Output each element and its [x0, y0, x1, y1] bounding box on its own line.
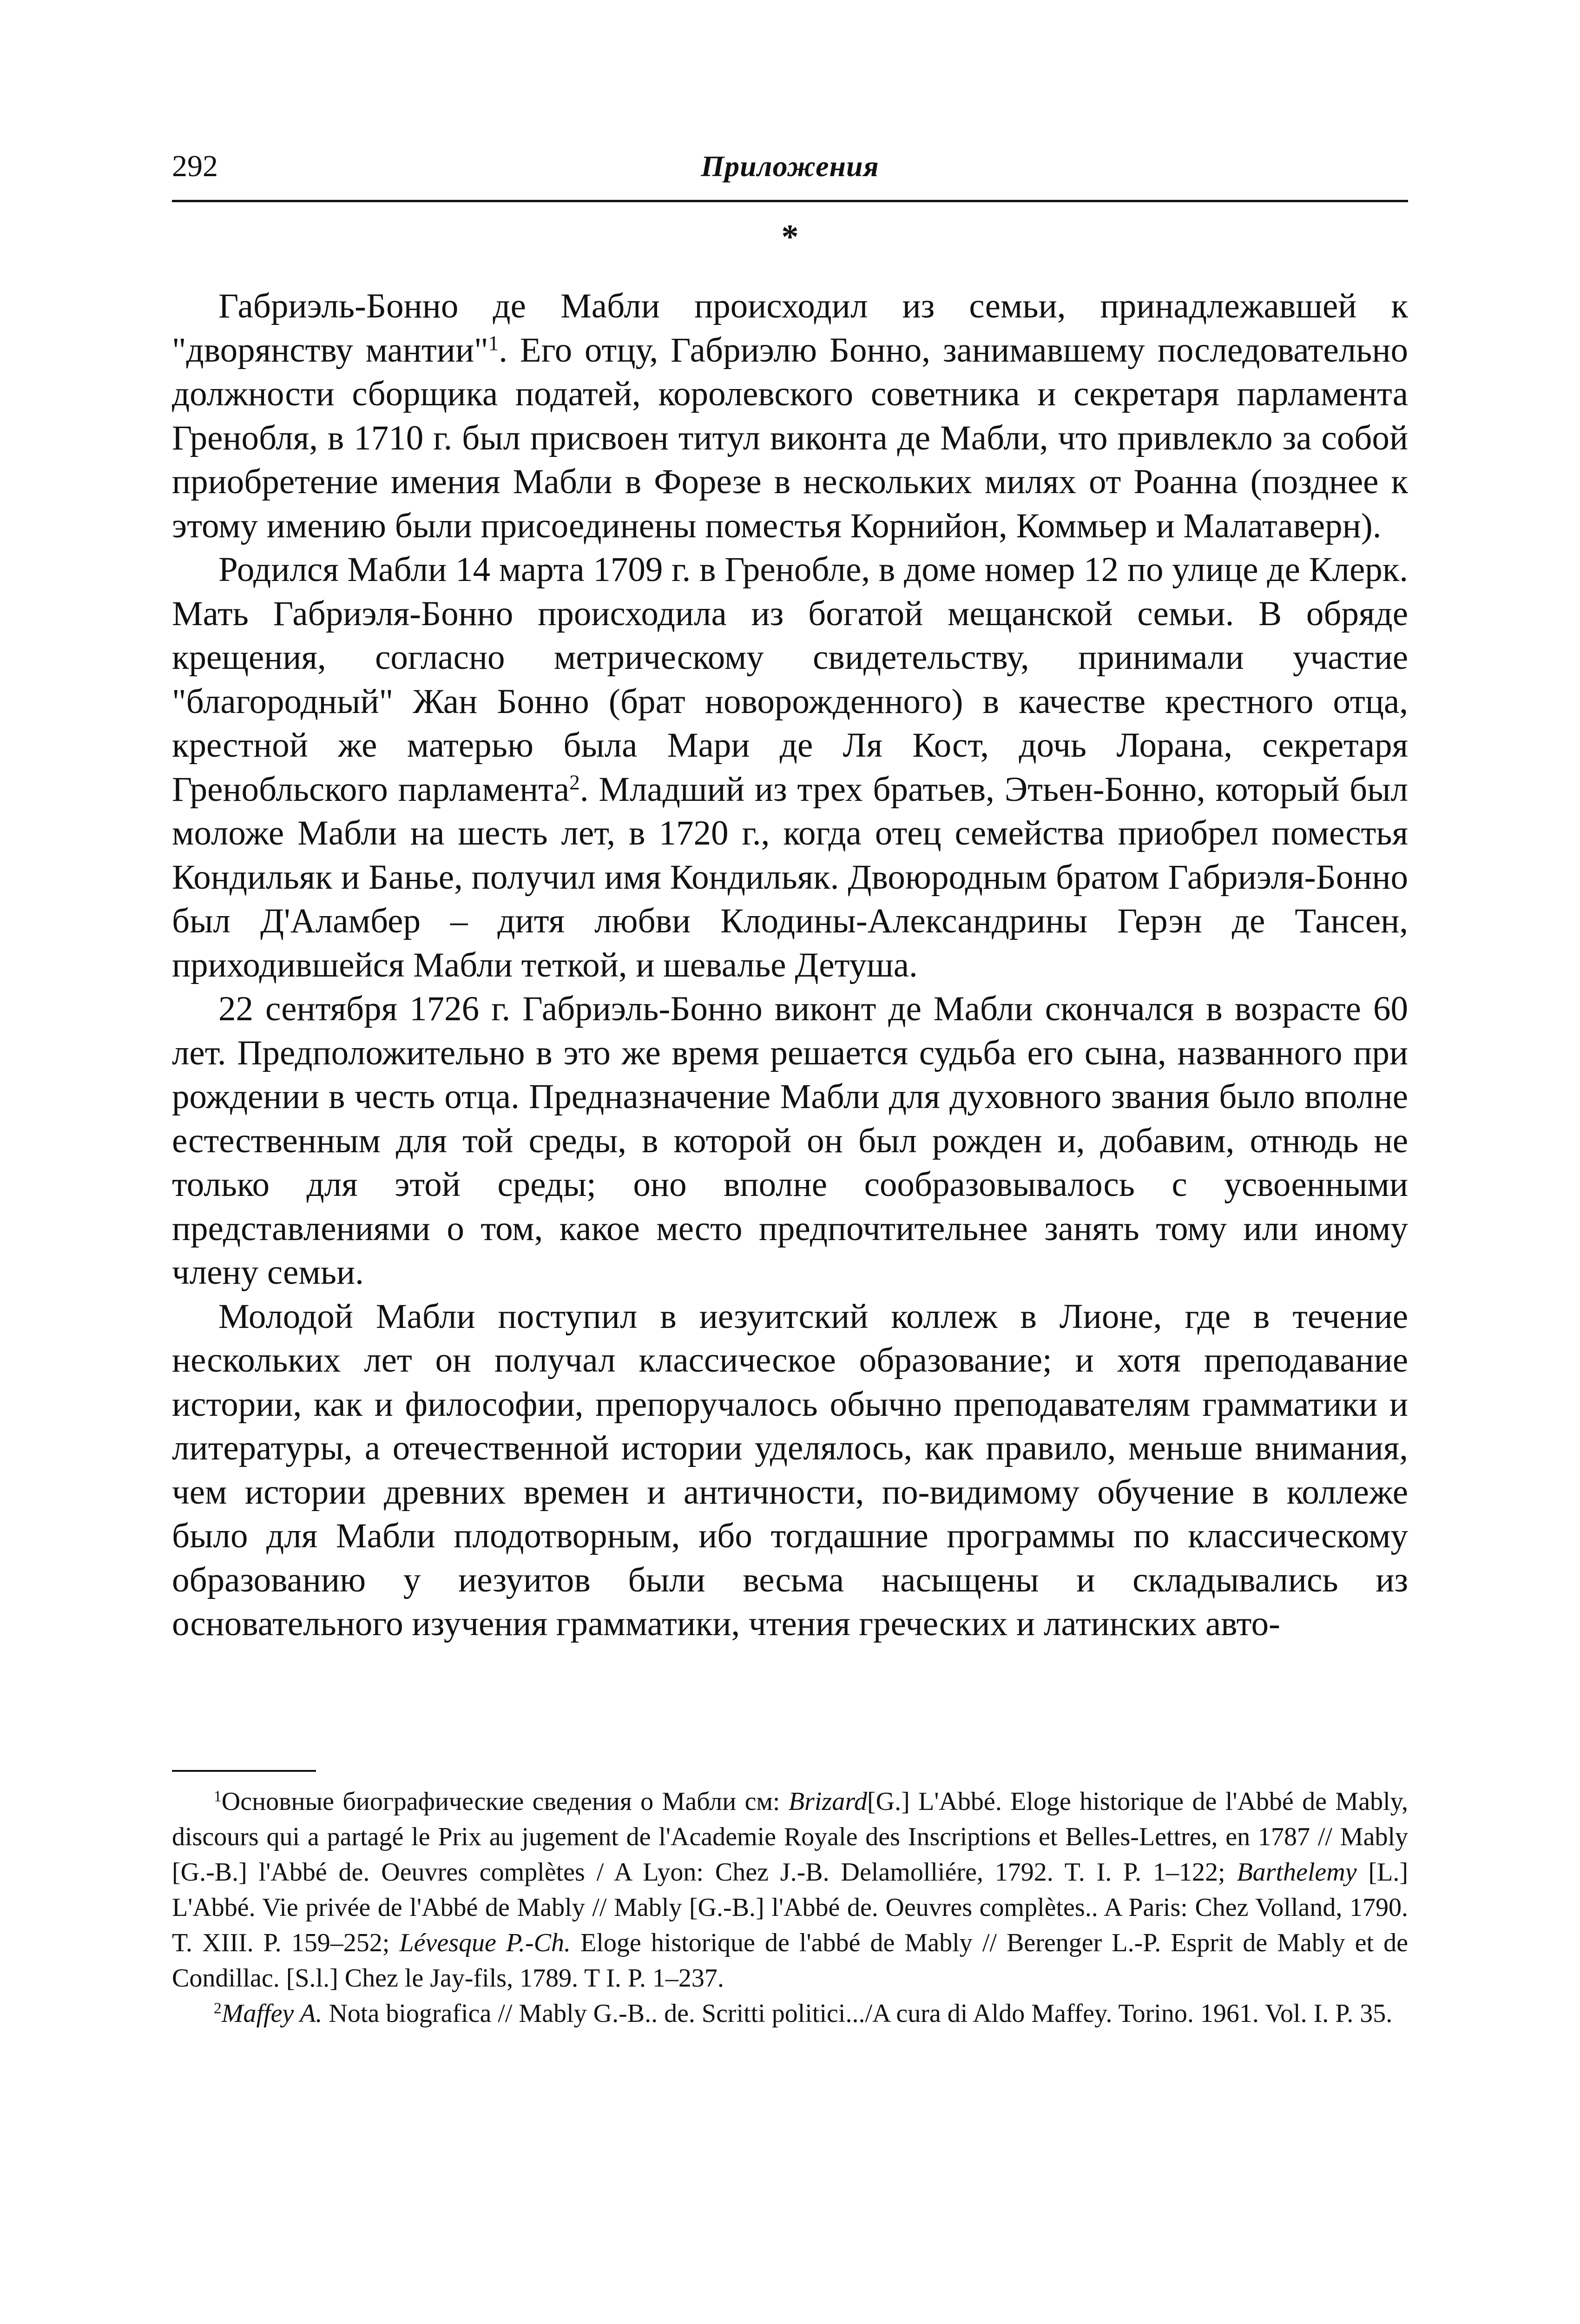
- paragraph-2-text-cont: . Младший из трех братьев, Этьен-Бонно, который был моложе Мабли на шесть лет, в 1720 г., когда отец семейства приобрел поместья Кондильяк и Банье, получил имя Кондильяк. Двоюродным братом Габриэля-Бонно был Д'Аламбер – дитя любви Клодины-Александрины Герэн де Тансен, приходившейся Мабли теткой, и шевалье Детуша.: [172, 770, 1408, 984]
- footnote-1-mark: 1: [214, 1788, 222, 1805]
- footnote-1-text-3: Eloge historique de l'abbé de Mably // Berenger L.-P. Esprit de Mably et de Condillac. [S.l.] Chez le Jay-fils, 1789. T I. P. 1–237.: [172, 1928, 1409, 1993]
- page-number: 292: [172, 149, 218, 183]
- paragraph-4-text: Молодой Мабли поступил в иезуитский коллеж в Лионе, где в течение нескольких лет он получал классическое образование; и хотя преподавание истории, как и философии, препоручалось обычно преподавателям грамматики и литературы, а отечественной истории уделялось, как правило, меньше внимания, чем истории древних времен и античности, по-видимому обучение в коллеже было для Мабли плодотворным, ибо тогдашние программы по классическому образованию у иезуитов были весьма насыщены и складывались из основательного изучения грамматики, чтения греческих и латинских авто-: [172, 1297, 1408, 1643]
- paragraph-1-text: Габриэль-Бонно де Мабли происходил из семьи, принадлежавшей к "дворянству мантии": [172, 287, 1408, 370]
- header-rule: [172, 200, 1408, 202]
- paragraph-3: [172, 987, 1408, 1295]
- footnote-1: [172, 1784, 1408, 1996]
- footnote-2-author: Maffey A.: [221, 1999, 323, 2028]
- footnote-1-author: Brizard: [788, 1787, 867, 1816]
- footnote-1-author-3: Lévesque P.-Ch.: [399, 1928, 571, 1957]
- footnote-1-text: [G.] L'Abbé. Eloge historique de l'Abbé de Mably, discours qui a partagé le Prix au jugement de l'Academie Royale des Inscriptions et Belles-Lettres, en 1787 // Mably [G.-B.] l'Abbé de. Oeuvres complètes / A Lyon: Chez J.-B. Delamolliére, 1792. T. I. P. 1–122;: [172, 1787, 1409, 1887]
- footnote-1-text-2: [L.] L'Abbé. Vie privée de l'Abbé de Mably // Mably [G.-B.] l'Abbé de. Oeuvres complètes.. A Paris: Chez Volland, 1790. T. XIII. P. 159–252;: [172, 1858, 1408, 1957]
- paragraph-2-text: Родился Мабли 14 марта 1709 г. в Гренобле, в доме номер 12 по улице де Клерк. Мать Габриэля-Бонно происходила из богатой мещанской семьи. В обряде крещения, согласно метрическому свидетельству, принимали участие "благородный" Жан Бонно (брат новорожденного) в качестве крестного отца, крестной же матерью была Мари де Ля Кост, дочь Лорана, секретаря Гренобльского парламента: [172, 550, 1408, 809]
- body-text: [172, 284, 1408, 1646]
- paragraph-1-text-cont: . Его отцу, Габриэлю Бонно, занимавшему последовательно должности сборщика податей, королевского советника и секретаря парламента Гренобля, в 1710 г. был присвоен титул виконта де Мабли, что привлекло за собой приобретение имения Мабли в Форезе в нескольких милях от Роанна (позднее к этому имению были присоединены поместья Корнийон, Коммьер и Малатаверн).: [172, 330, 1409, 545]
- footnotes: [172, 1784, 1408, 2031]
- footnote-1-lead: Основные биографические сведения о Мабли см:: [221, 1787, 789, 1816]
- footnote-ref-1: 1: [488, 331, 499, 355]
- footnote-1-author-2: Barthelemy: [1237, 1858, 1357, 1887]
- paragraph-3-text: 22 сентября 1726 г. Габриэль-Бонно виконт де Мабли скончался в возрасте 60 лет. Предположительно в это же время решается судьба его сына, названного при рождении в честь отца. Предназначение Мабли для духовного звания было вполне естественным для той среды, в которой он был рожден и, добавим, отнюдь не только для этой среды; оно вполне сообразовывалось с усвоенными представлениями о том, какое место предпочтительнее занять тому или иному члену семьи.: [172, 990, 1408, 1292]
- footnote-ref-2: 2: [569, 770, 580, 794]
- footnote-2-text: Nota biografica // Mably G.-B.. de. Scritti politici.../A cura di Aldo Maffey. Torino. 1961. Vol. I. P. 35.: [322, 1999, 1393, 2028]
- book-page: [172, 0, 1408, 2324]
- running-head: [172, 148, 1408, 199]
- footnote-2-mark: 2: [214, 2000, 222, 2017]
- paragraph-4: [172, 1295, 1408, 1646]
- paragraph-1: [172, 284, 1408, 548]
- footnote-rule: [172, 1770, 316, 1772]
- running-title: Приложения: [701, 150, 879, 183]
- footnote-2: [172, 1996, 1408, 2031]
- paragraph-2: [172, 548, 1408, 987]
- section-separator: *: [781, 218, 799, 256]
